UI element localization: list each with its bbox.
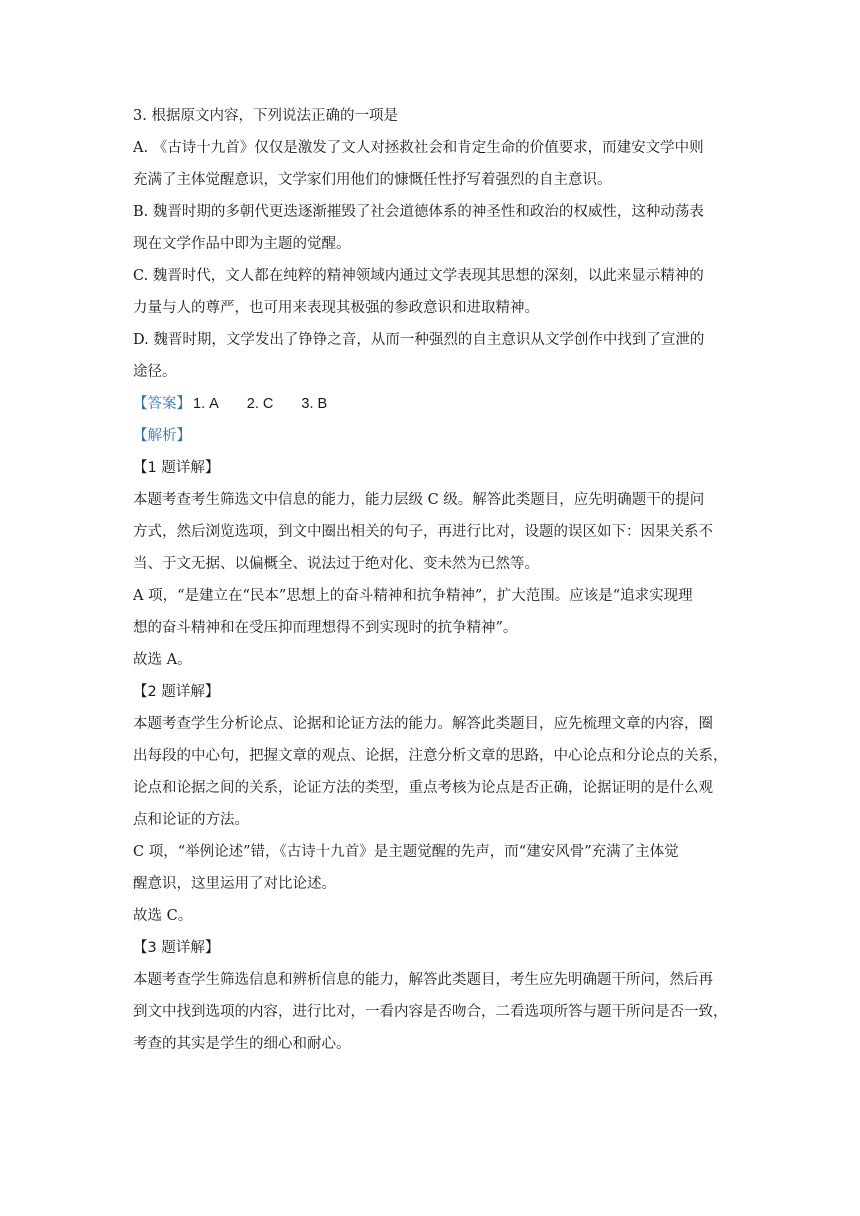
section-2-paragraph-2 bbox=[133, 842, 745, 894]
body-line: 到文中找到选项的内容，进行比对，一看内容是否吻合，二看选项所答与题干所问是否一致， bbox=[133, 1004, 728, 1020]
option-a-line-1: A. 《古诗十九首》仅仅是激发了文人对拯救社会和肯定生命的价值要求，而建安文学中则 bbox=[133, 140, 704, 156]
section-2-paragraph-1 bbox=[133, 714, 745, 830]
section-2-heading: 【2 题详解】 bbox=[133, 684, 220, 700]
section-1-heading: 【1 题详解】 bbox=[133, 460, 220, 476]
section-3-heading: 【3 题详解】 bbox=[133, 940, 220, 956]
option-b-line-1: B. 魏晋时期的多朝代更迭逐渐摧毁了社会道德体系的神圣性和政治的权威性，这种动荡表 bbox=[133, 204, 704, 220]
document-page bbox=[133, 106, 745, 1066]
answer-tag: 【答案】 bbox=[133, 396, 191, 412]
option-b bbox=[133, 202, 745, 254]
body-line: 本题考查学生分析论点、论据和论证方法的能力。解答此类题目，应先梳理文章的内容，圈 bbox=[133, 716, 713, 732]
body-line: 本题考查考生筛选文中信息的能力，能力层级 C 级。解答此类题目，应先明确题干的提问 bbox=[133, 492, 705, 508]
body-line: C 项，“举例论述”错，《古诗十九首》是主题觉醒的先声，而“建安风骨”充满了主体觉 bbox=[133, 844, 679, 860]
option-d bbox=[133, 330, 745, 382]
body-line: 本题考查学生筛选信息和辨析信息的能力，解答此类题目，考生应先明确题干所问，然后再 bbox=[133, 972, 713, 988]
section-1-paragraph-2 bbox=[133, 586, 745, 638]
option-b-line-2: 现在文学作品中即为主题的觉醒。 bbox=[133, 236, 351, 252]
answer-line bbox=[133, 394, 745, 414]
analysis-tag: 【解析】 bbox=[133, 428, 191, 444]
option-d-line-1: D. 魏晋时期，文学发出了铮铮之音，从而一种强烈的自主意识从文学创作中找到了宣泄的 bbox=[133, 332, 705, 348]
question-stem-block bbox=[133, 106, 745, 126]
question-stem: 3. 根据原文内容，下列说法正确的一项是 bbox=[133, 108, 398, 124]
body-line: A 项，“是建立在“民本”思想上的奋斗精神和抗争精神”，扩大范围。应该是“追求实现理 bbox=[133, 588, 693, 604]
body-line: 想的奋斗精神和在受压抑而理想得不到实现时的抗争精神”。 bbox=[133, 620, 518, 636]
option-c-line-2: 力量与人的尊严，也可用来表现其极强的参政意识和进取精神。 bbox=[133, 300, 539, 316]
section-2-conclusion bbox=[133, 906, 745, 926]
option-a-line-2: 充满了主体觉醒意识，文学家们用他们的慷慨任性抒写着强烈的自主意识。 bbox=[133, 172, 612, 188]
body-line: 方式，然后浏览选项，到文中圈出相关的句子，再进行比对，设题的误区如下：因果关系不 bbox=[133, 524, 713, 540]
section-3-paragraph-1 bbox=[133, 970, 745, 1054]
body-line: 考查的其实是学生的细心和耐心。 bbox=[133, 1036, 351, 1052]
body-line: 点和论证的方法。 bbox=[133, 812, 249, 828]
option-c bbox=[133, 266, 745, 318]
section-1-conclusion bbox=[133, 650, 745, 670]
answer-item-1: 1. A bbox=[193, 396, 219, 412]
body-line: 醒意识，这里运用了对比论述。 bbox=[133, 876, 336, 892]
body-line: 故选 A。 bbox=[133, 652, 192, 668]
section-1-paragraph-1 bbox=[133, 490, 745, 574]
option-c-line-1: C. 魏晋时代，文人都在纯粹的精神领域内通过文学表现其思想的深刻，以此来显示精神的 bbox=[133, 268, 704, 284]
body-line: 论点和论据之间的关系，论证方法的类型，重点考核为论点是否正确，论据证明的是什么观 bbox=[133, 780, 713, 796]
answer-item-3: 3. B bbox=[301, 396, 328, 412]
answer-item-2: 2. C bbox=[246, 396, 274, 412]
body-line: 出每段的中心句，把握文章的观点、论据，注意分析文章的思路，中心论点和分论点的关系， bbox=[133, 748, 728, 764]
body-line: 故选 C。 bbox=[133, 908, 193, 924]
option-a bbox=[133, 138, 745, 190]
option-d-line-2: 途径。 bbox=[133, 364, 177, 380]
body-line: 当、于文无据、以偏概全、说法过于绝对化、变未然为已然等。 bbox=[133, 556, 539, 572]
